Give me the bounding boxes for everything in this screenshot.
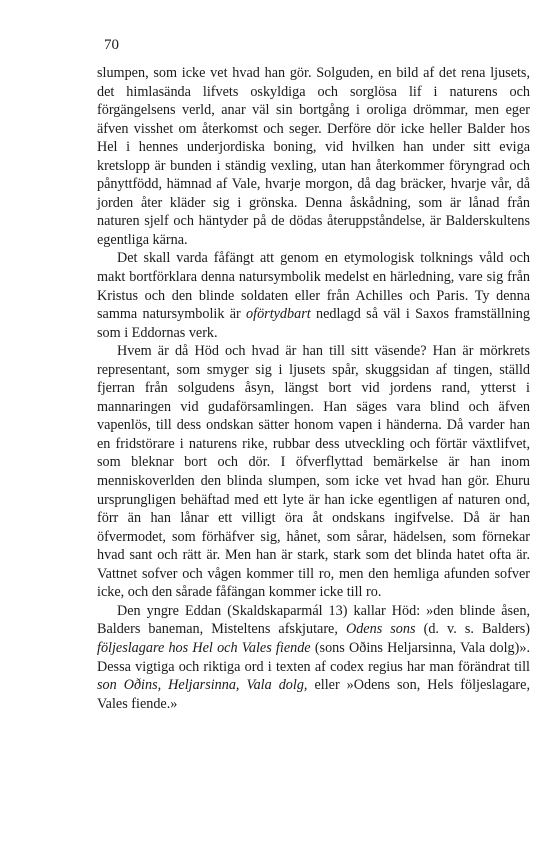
paragraph-2 xyxy=(97,249,530,342)
paragraph-4-text-c: (sons Oðins Heljarsinna, Vala dolg)». Dessa vigtiga och riktiga ord i texten af codex regius har man förändrat till xyxy=(97,639,530,675)
paragraph-4-text-d: eller »Odens son, Hels följeslagare, Vales fiende.» xyxy=(97,677,530,712)
paragraph-4-text-b: (d. v. s. Balders) xyxy=(415,621,531,638)
paragraph-2-text-a: Det skall varda fåfängt att genom en etymologisk tolknings våld och makt bortförklara denna natursymbolik medelst en härledning, vare sig från Kristus och den blinde soldaten eller från Achilles och Paris. Ty denna samma natursymbolik är xyxy=(97,250,530,323)
paragraph-4-italic-a: Odens sons xyxy=(345,621,416,638)
paragraph-4-italic-c: son Oðins, Heljarsinna, Vala dolg, xyxy=(97,677,308,694)
paragraph-3 xyxy=(97,342,530,602)
paragraph-2-text-b: nedlagd så väl i Saxos framställning som i Eddornas verk. xyxy=(97,306,530,341)
paragraph-1 xyxy=(97,64,530,249)
page-number: 70 xyxy=(104,37,119,53)
paragraph-3-text: Hvem är då Höd och hvad är han till sitt väsende? Han är mörkrets representant, som smyger sig i ljusets spår, skuggsidan af tingen, ställd fjerran från solgudens åsyn, längst bort vid jordens rand, ytterst i mannaringen vid gudaförsamlingen. Han säges vara blind och äfven vapenlös, till dess ondskan sätter honom vapen i händerna. Då varder han en fridstörare i naturens rike, rubbar dess utveckling och förtär växtlifvet, som bleknar bort och dör. I öfverflyttad bemärkelse är han inom menniskoverlden den blinda slumpen, som icke vet hvad han gör. Ehuru ursprungligen behäftad med ett lyte är han icke egentligen af naturen ond, förr än han lånar ett villigt öra åt ondskans ingifvelse. Då är han öfvermodet, som förhäfver sig, hånet, som sårar, hädelsen, som förnekar hvad sant och rätt är. Men han är stark, stark som det blinda hatet ofta är. Vattnet sofver och vågen kommer till ro, men den hemliga afunden sofver icke, och den sårade fåfängan kommer icke till ro. xyxy=(97,343,530,601)
paragraph-2-italic: oförtydbart xyxy=(246,306,311,323)
paragraph-4-text-a: Den yngre Eddan (Skaldskaparmál 13) kallar Höd: »den blinde åsen, Balders baneman, Misteltens afskjutare, xyxy=(97,602,530,638)
body-text xyxy=(97,64,530,713)
paragraph-4 xyxy=(97,602,530,713)
paragraph-1-text: slumpen, som icke vet hvad han gör. Solguden, en bild af det rena ljusets, det himlasända lifvets oskyldiga och sorglösa lif i naturens och förgängelsens verld, anar väl sin bortgång i oroliga drömmar, men eger äfven visshet om återkomst och seger. Derföre dör icke heller Balder hos Hel i hennes underjordiska boning, vid hvilken han under sitt eviga kretslopp är bunden i ständig vexling, utan han återkommer föryngrad och pånyttfödd, hämnad af Vale, hvarje morgon, då dag bräcker, hvarje vår, då jorden åter kläder sig i grönska. Denna åskådning, som är lånad från naturen sjelf och häntyder på de dödas återuppståndelse, är Balderskultens egentliga kärna. xyxy=(97,65,530,248)
paragraph-4-italic-b: följeslagare hos Hel och Vales fiende xyxy=(97,639,311,656)
